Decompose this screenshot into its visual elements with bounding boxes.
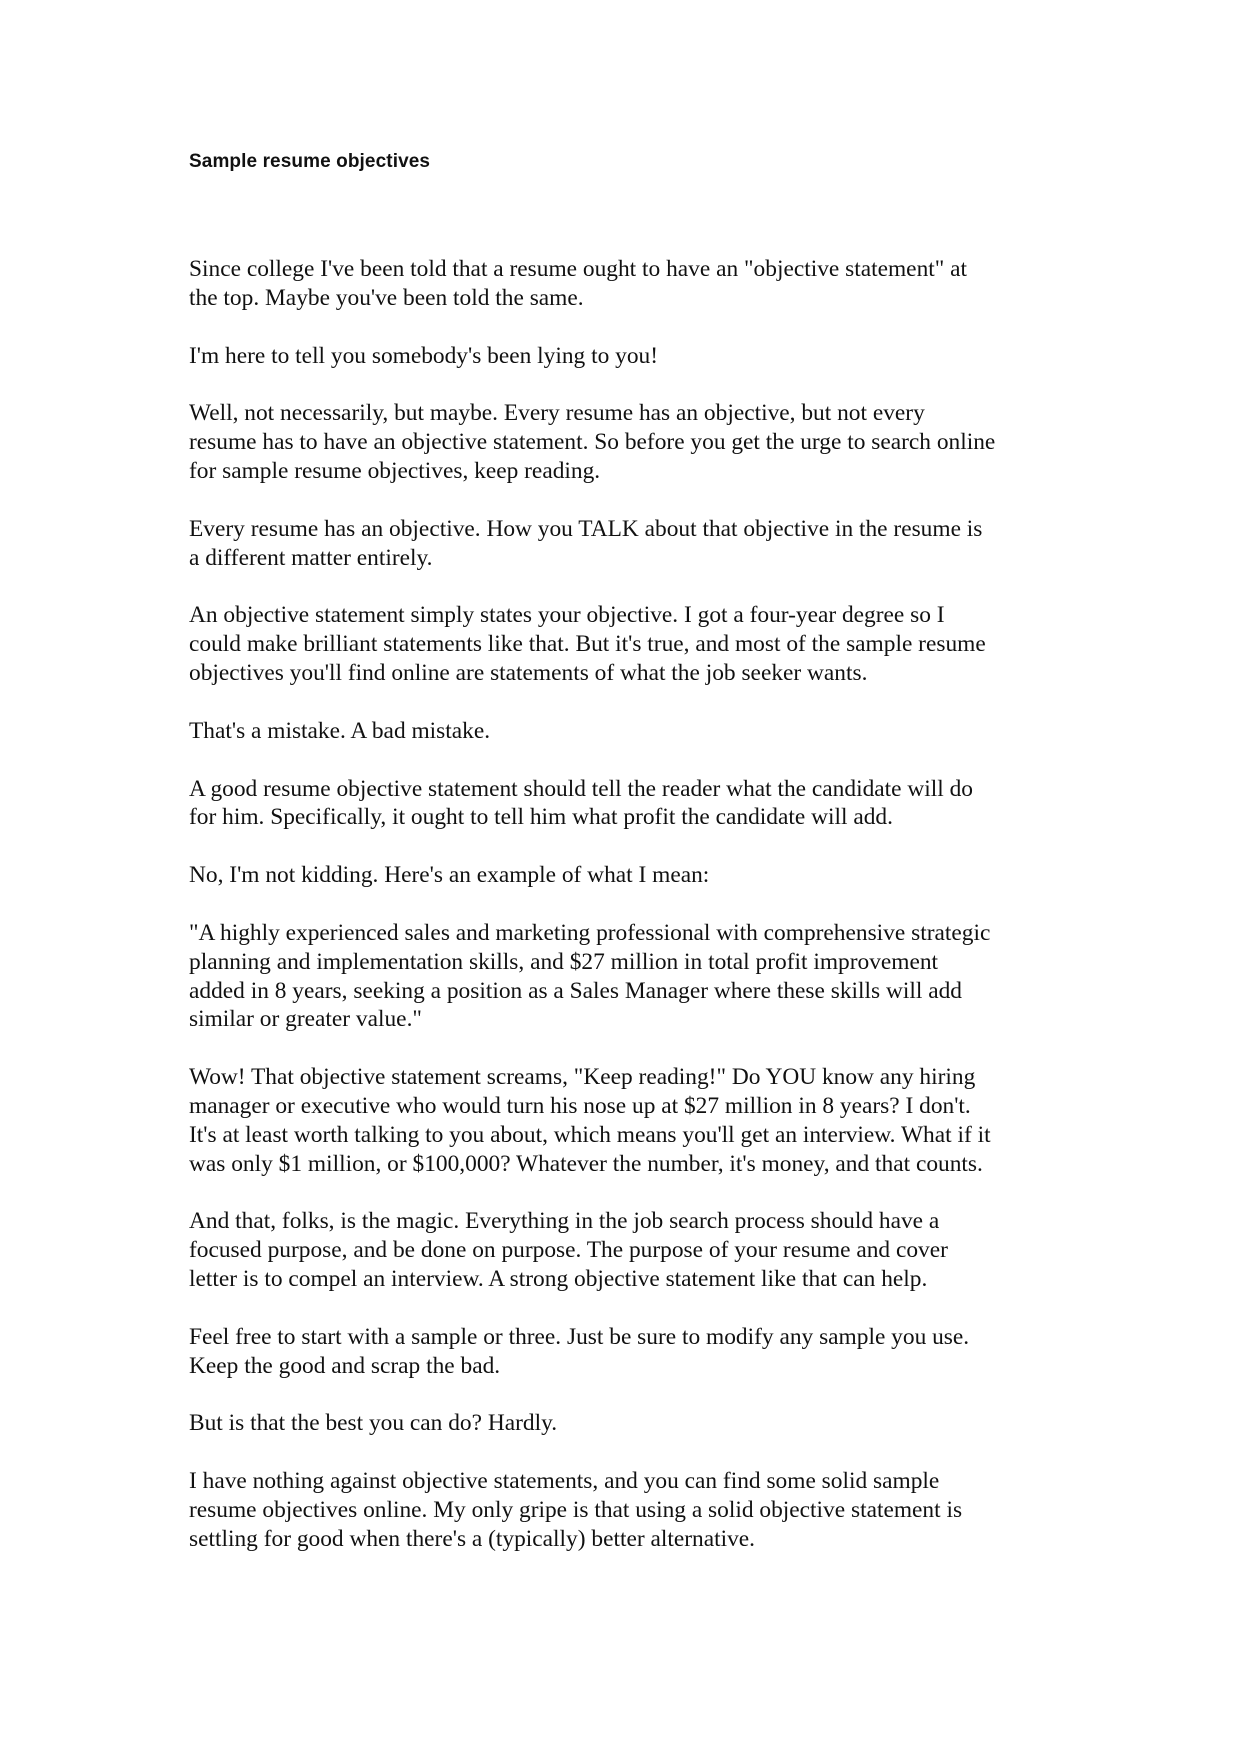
text-line: for sample resume objectives, keep reading. — [189, 457, 601, 484]
text-line: Keep the good and scrap the bad. — [189, 1352, 501, 1379]
text-line: That's a mistake. A bad mistake. — [189, 717, 491, 744]
paragraph — [189, 717, 1069, 746]
text-line: letter is to compel an interview. A strong objective statement like that can help. — [189, 1265, 928, 1292]
text-line: A good resume objective statement should tell the reader what the candidate will do — [189, 775, 973, 802]
text-line: No, I'm not kidding. Here's an example of what I mean: — [189, 862, 710, 889]
text-line: objectives you'll find online are statements of what the job seeker wants. — [189, 659, 868, 686]
text-line: similar or greater value." — [189, 1006, 422, 1033]
text-line: resume objectives online. My only gripe is that using a solid objective statement is — [189, 1496, 963, 1523]
paragraph — [189, 1063, 1069, 1178]
paragraph — [189, 399, 1069, 485]
text-line: But is that the best you can do? Hardly. — [189, 1410, 558, 1437]
paragraph — [189, 1323, 1069, 1381]
text-line: focused purpose, and be done on purpose. The purpose of your resume and cover — [189, 1237, 948, 1264]
text-line: for him. Specifically, it ought to tell him what profit the candidate will add. — [189, 804, 893, 831]
paragraph — [189, 1409, 1069, 1438]
text-line: And that, folks, is the magic. Everything in the job search process should have a — [189, 1208, 940, 1235]
text-line: Since college I've been told that a resume ought to have an "objective statement" at — [189, 256, 968, 282]
text-line: settling for good when there's a (typically) better alternative. — [189, 1525, 756, 1552]
paragraph — [189, 255, 1069, 313]
text-line: a different matter entirely. — [189, 544, 433, 571]
paragraph — [189, 515, 1069, 573]
paragraph — [189, 342, 1069, 371]
paragraph — [189, 1467, 1069, 1553]
paragraph — [189, 919, 1069, 1034]
text-line: planning and implementation skills, and $27 million in total profit improvement — [189, 948, 939, 975]
text-line: Well, not necessarily, but maybe. Every resume has an objective, but not every — [189, 400, 925, 427]
text-line: I'm here to tell you somebody's been lying to you! — [189, 342, 659, 369]
paragraph — [189, 861, 1069, 890]
text-line: I have nothing against objective statements, and you can find some solid sample — [189, 1468, 940, 1495]
paragraph — [189, 775, 1069, 833]
paragraph — [189, 601, 1069, 687]
text-line: could make brilliant statements like that. But it's true, and most of the sample resume — [189, 631, 986, 658]
document-title: Sample resume objectives — [189, 151, 431, 172]
text-line: "A highly experienced sales and marketing professional with comprehensive strategic — [189, 919, 991, 946]
text-line: resume has to have an objective statement. So before you get the urge to search online — [189, 429, 996, 456]
text-line: manager or executive who would turn his nose up at $27 million in 8 years? I don't. — [189, 1092, 971, 1119]
text-line: It's at least worth talking to you about, which means you'll get an interview. What if it — [189, 1121, 991, 1148]
document-body — [189, 255, 1069, 1583]
text-line: An objective statement simply states your objective. I got a four-year degree so I — [189, 602, 945, 629]
text-line: Feel free to start with a sample or three. Just be sure to modify any sample you use. — [189, 1323, 970, 1350]
paragraph — [189, 1207, 1069, 1293]
text-line: the top. Maybe you've been told the same. — [189, 284, 584, 311]
text-line: Wow! That objective statement screams, "Keep reading!" Do YOU know any hiring — [189, 1064, 976, 1091]
text-line: added in 8 years, seeking a position as a Sales Manager where these skills will add — [189, 977, 962, 1004]
text-line: Every resume has an objective. How you TALK about that objective in the resume is — [189, 515, 983, 542]
text-line: was only $1 million, or $100,000? Whatever the number, it's money, and that counts. — [189, 1150, 983, 1177]
